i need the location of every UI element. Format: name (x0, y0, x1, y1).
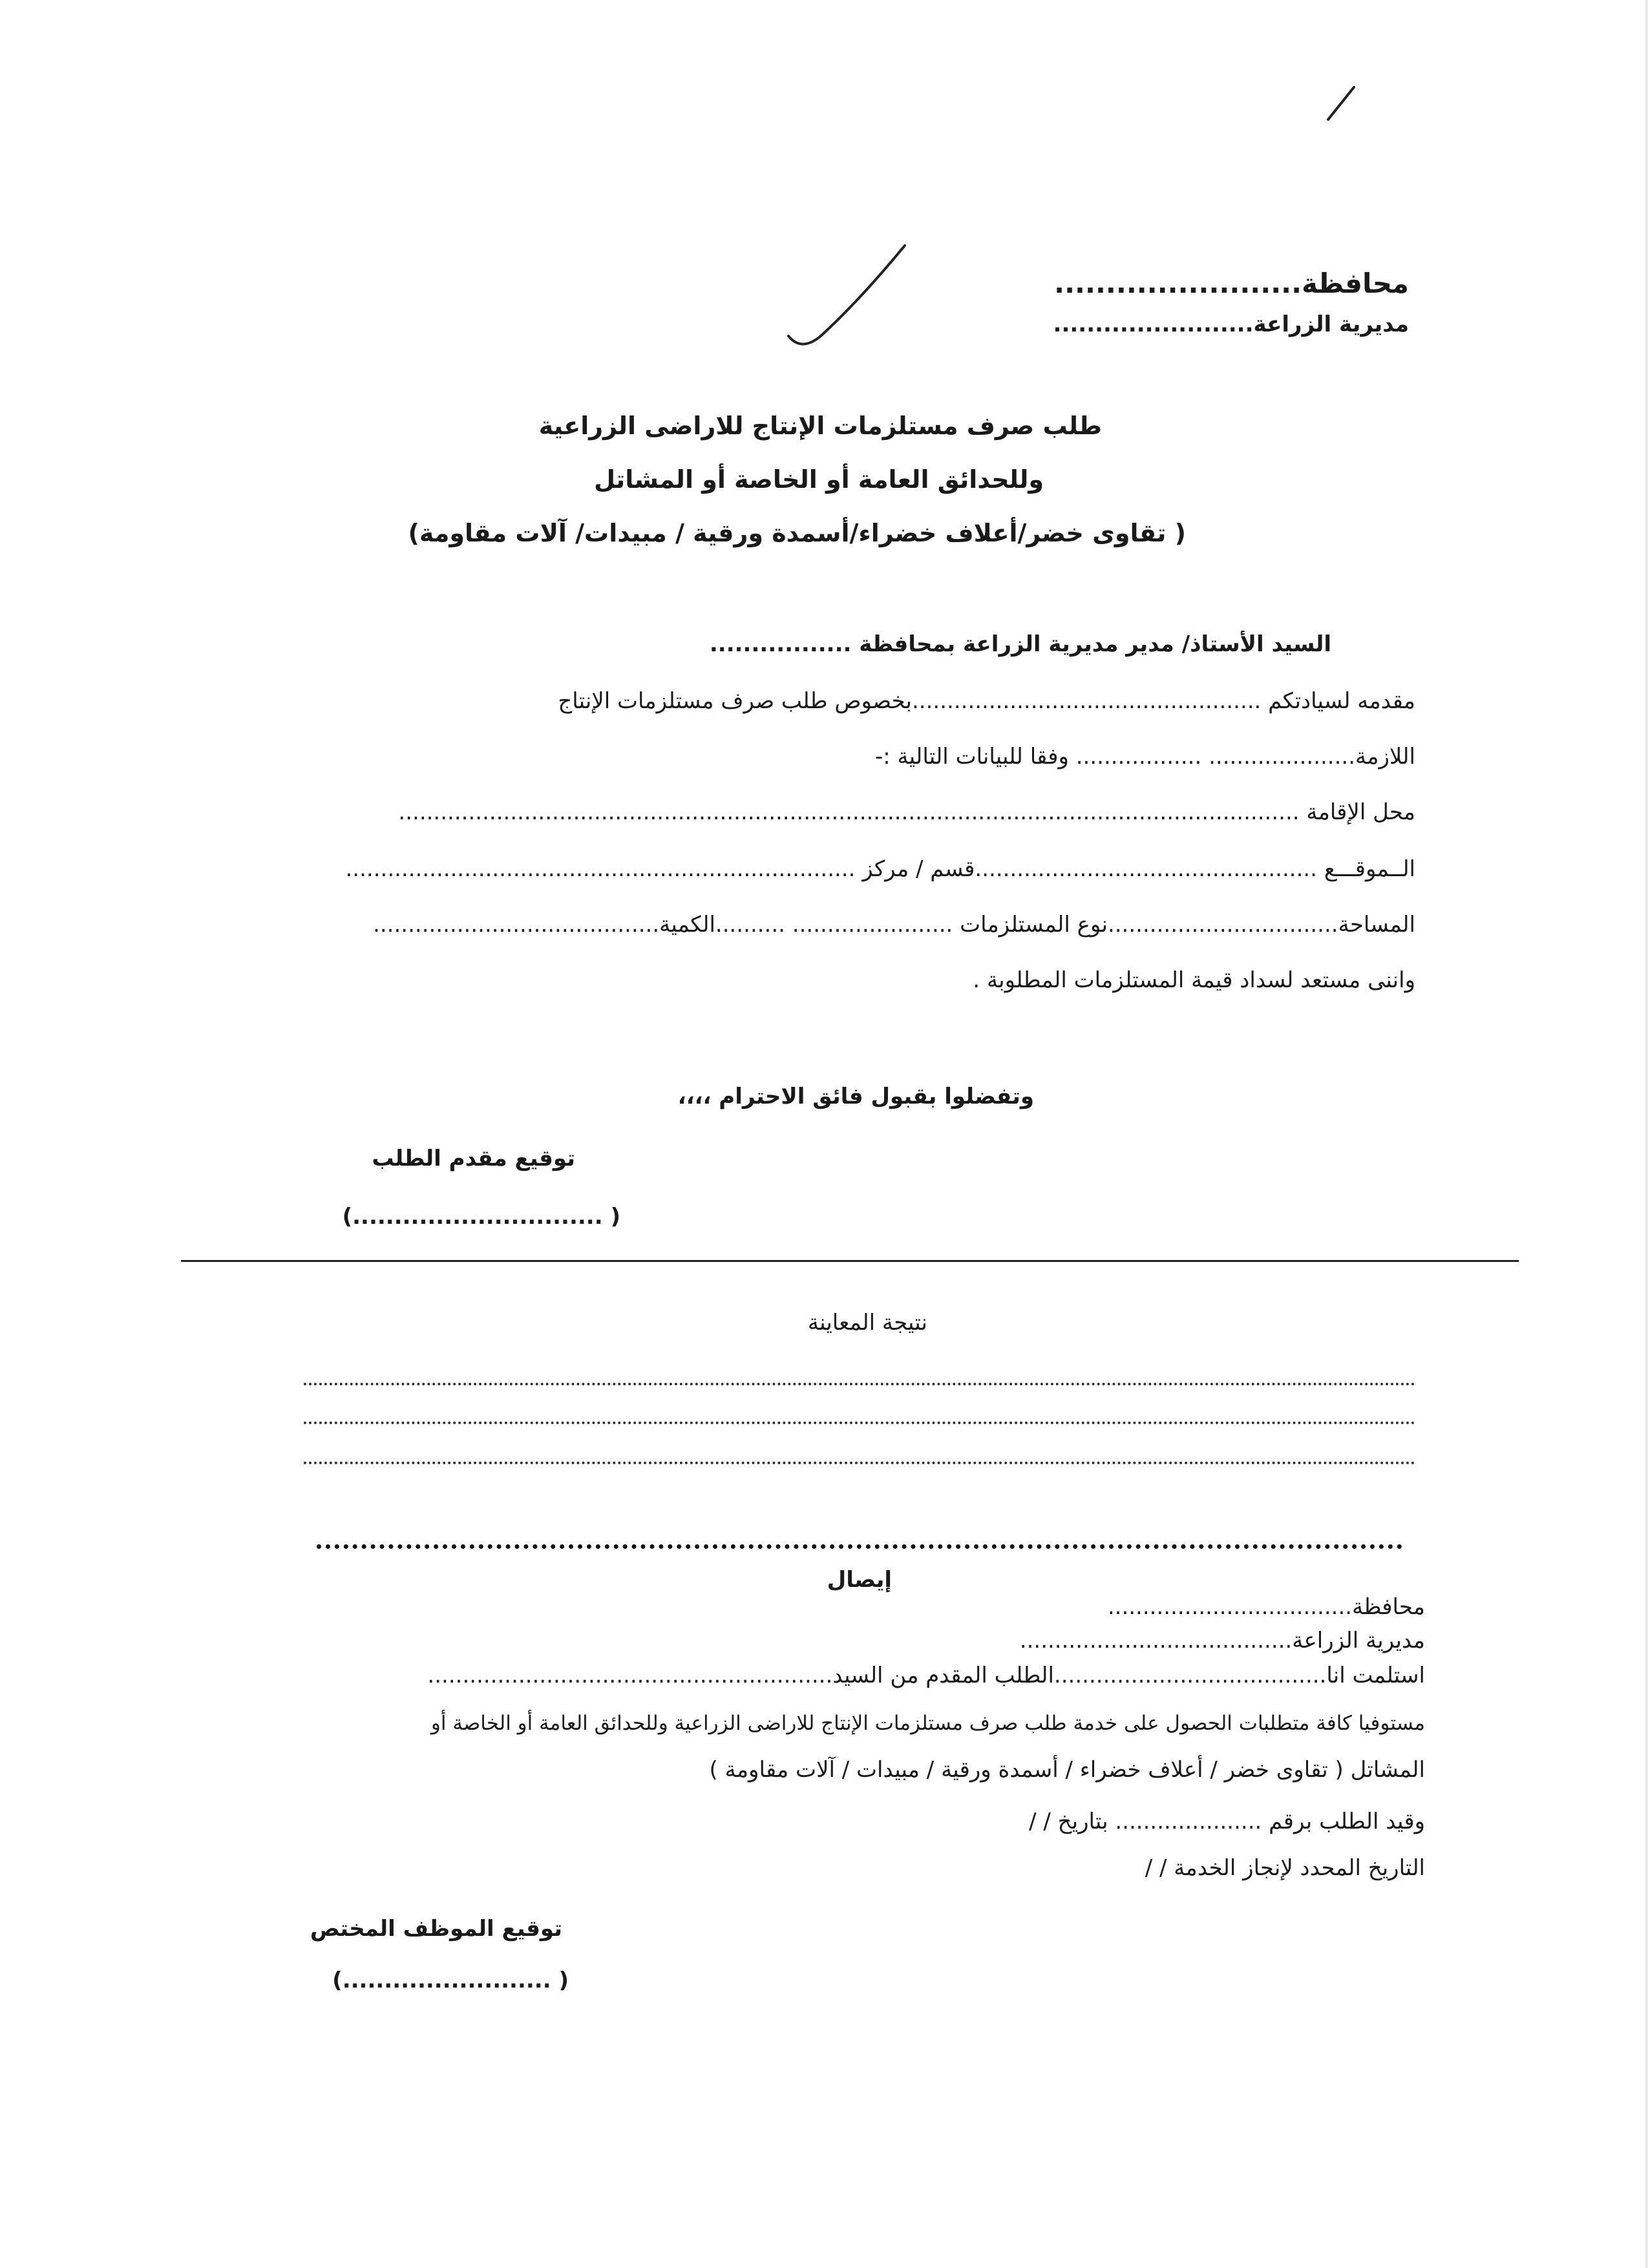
area-field: المساحة.................................نوع المستلزمات ....................... ..........الكمية......................................... (373, 912, 1415, 938)
applicant-signature-field: ( ..............................) (342, 1204, 620, 1230)
header-directorate: مديرية الزراعة........................ (1053, 311, 1409, 337)
header-governorate: محافظة........................ (1054, 268, 1409, 299)
officer-signature-field: ( .........................) (332, 1968, 569, 1993)
officer-signature-label: توقيع الموظف المختص (310, 1916, 562, 1942)
receipt-fulfilled-line-2: المشاتل ( تقاوى خضر / أعلاف خضراء / أسمدة ورقية / مبيدات / آلات مقاومة ) (709, 1757, 1425, 1783)
receipt-registered: وقيد الطلب برقم ..................... بتاريخ / / (1029, 1809, 1425, 1834)
handwritten-mark (1325, 84, 1364, 123)
cut-line (317, 1544, 1402, 1549)
inspection-line-2 (304, 1422, 1415, 1424)
applicant-signature-label: توقيع مقدم الطلب (372, 1146, 575, 1171)
receipt-due-date: التاريخ المحدد لإنجاز الخدمة / / (1145, 1855, 1425, 1881)
form-title-line-2: وللحدائق العامة أو الخاصة أو المشاتل (594, 465, 1044, 494)
scan-edge-right (1645, 0, 1648, 2268)
inspection-line-3 (304, 1462, 1415, 1464)
residence-field: محل الإقامة ................................................................................................................................. (398, 799, 1415, 825)
receipt-received: استلمت انا.......................................الطلب المقدم من السيد.......................................................... (427, 1663, 1425, 1688)
form-title-line-1: طلب صرف مستلزمات الإنتاج للاراضى الزراعية (538, 412, 1102, 440)
receipt-governorate: محافظة................................... (1107, 1594, 1425, 1620)
section-divider (181, 1260, 1519, 1262)
receipt-fulfilled-line-1: مستوفيا كافة متطلبات الحصول على خدمة طلب صرف مستلزمات الإنتاج للاراضى الزراعية وللحدائق العامة أو الخاصة أو (430, 1712, 1425, 1735)
receipt-directorate: مديرية الزراعة....................................... (1019, 1628, 1425, 1654)
commitment-line: واننى مستعد لسداد قيمة المستلزمات المطلوبة . (973, 967, 1415, 993)
location-field: الــموقـــع .................................................قسم / مركز ......................................................................... (345, 856, 1415, 882)
inspection-line-1 (304, 1383, 1415, 1385)
intro-line: مقدمه لسيادتكم ..................................................بخصوص طلب صرف مستلزمات الإنتاج (558, 688, 1415, 714)
required-line: اللازمة..................... .................. وفقا للبيانات التالية :- (874, 744, 1415, 770)
inspection-heading: نتيجة المعاينة (807, 1310, 927, 1336)
closing-line: وتفضلوا بقبول فائق الاحترام ،،،، (677, 1084, 1034, 1109)
receipt-heading: إيصال (827, 1567, 892, 1593)
form-title-line-3: ( تقاوى خضر/أعلاف خضراء/أسمدة ورقية / مبيدات/ آلات مقاومة) (408, 519, 1186, 547)
handwritten-checkmark (776, 239, 918, 355)
addressee: السيد الأستاذ/ مدير مديرية الزراعة بمحافظة ................. (709, 631, 1331, 657)
